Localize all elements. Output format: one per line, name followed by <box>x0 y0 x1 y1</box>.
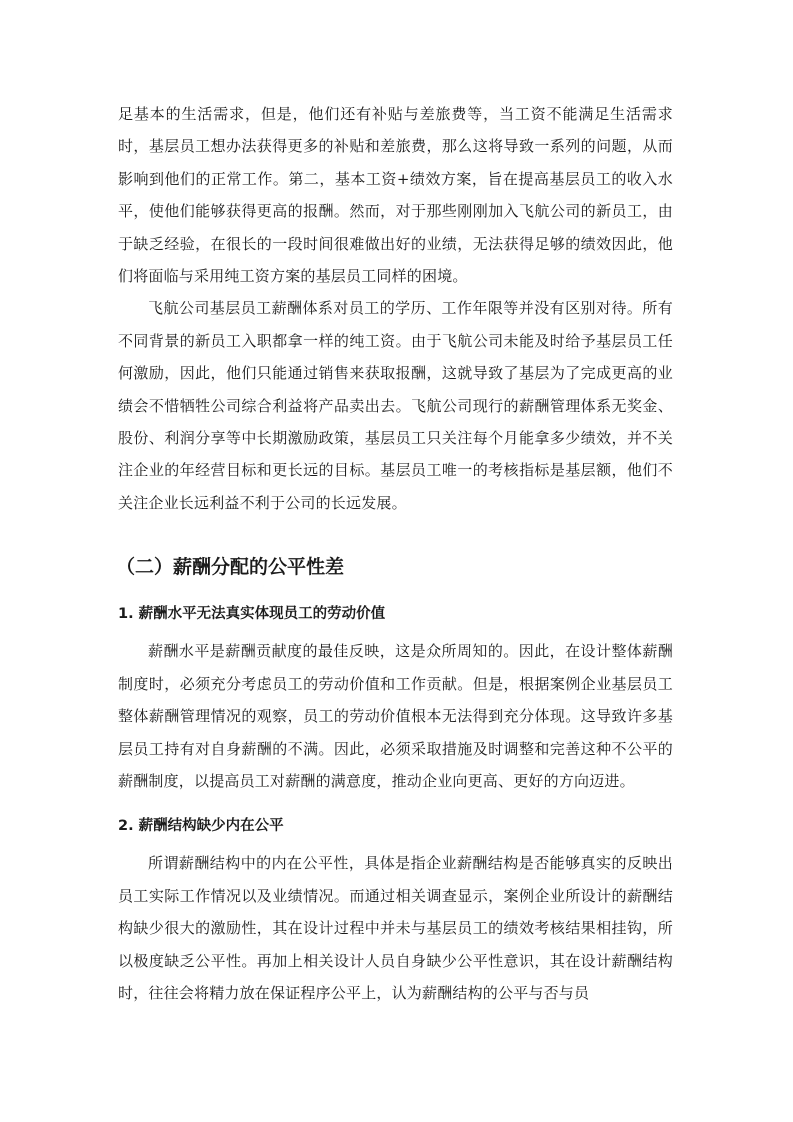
paragraph-2: 飞航公司基层员工薪酬体系对员工的学历、工作年限等并没有区别对待。所有不同背景的新员工入职都拿一样的纯工资。由于飞航公司未能及时给予基层员工任何激励，因此，他们只能通过销售来获取报酬，这就导致了基层为了完成更高的业绩会不惜牺牲公司综合利益将产品卖出去。飞航公司现行的薪酬管理体系无奖金、股份、利润分享等中长期激励政策，基层员工只关注每个月能拿多少绩效，并不关注企业的年经营目标和更长远的目标。基层员工唯一的考核指标是基层额，他们不关注企业长远利益不利于公司的长远发展。 <box>118 299 673 512</box>
subsection-heading-1: 1. 薪酬水平无法真实体现员工的劳动价值 <box>118 606 386 623</box>
paragraph-1: 足基本的生活需求，但是，他们还有补贴与差旅费等，当工资不能满足生活需求时，基层员工想办法获得更多的补贴和差旅费，那么这将导致一系列的问题，从而影响到他们的正常工作。第二，基本工资+绩效方案，旨在提高基层员工的收入水平，使他们能够获得更高的报酬。然而，对于那些刚刚加入飞航公司的新员工，由于缺乏经验，在很长的一段时间很难做出好的业绩，无法获得足够的绩效因此，他们将面临与采用纯工资方案的基层员工同样的困境。 <box>118 105 673 286</box>
subsection-heading-2: 2. 薪酬结构缺少内在公平 <box>118 818 284 835</box>
paragraph-3: 薪酬水平是薪酬贡献度的最佳反映，这是众所周知的。因此，在设计整体薪酬制度时，必须充分考虑员工的劳动价值和工作贡献。但是，根据案例企业基层员工整体薪酬管理情况的观察，员工的劳动价值根本无法得到充分体现。这导致许多基层员工持有对自身薪酬的不满。因此，必须采取措施及时调整和完善这种不公平的薪酬制度，以提高员工对薪酬的满意度，推动企业向更高、更好的方向迈进。 <box>118 642 673 790</box>
paragraph-4: 所谓薪酬结构中的内在公平性，具体是指企业薪酬结构是否能够真实的反映出员工实际工作情况以及业绩情况。而通过相关调查显示，案例企业所设计的薪酬结构缺少很大的激励性，其在设计过程中并未与基层员工的绩效考核结果相挂钩，所以极度缺乏公平性。再加上相关设计人员自身缺少公平性意识，其在设计薪酬结构时，往往会将精力放在保证程序公平上，认为薪酬结构的公平与否与员 <box>118 854 673 1002</box>
section-heading: （二）薪酬分配的公平性差 <box>116 556 345 579</box>
